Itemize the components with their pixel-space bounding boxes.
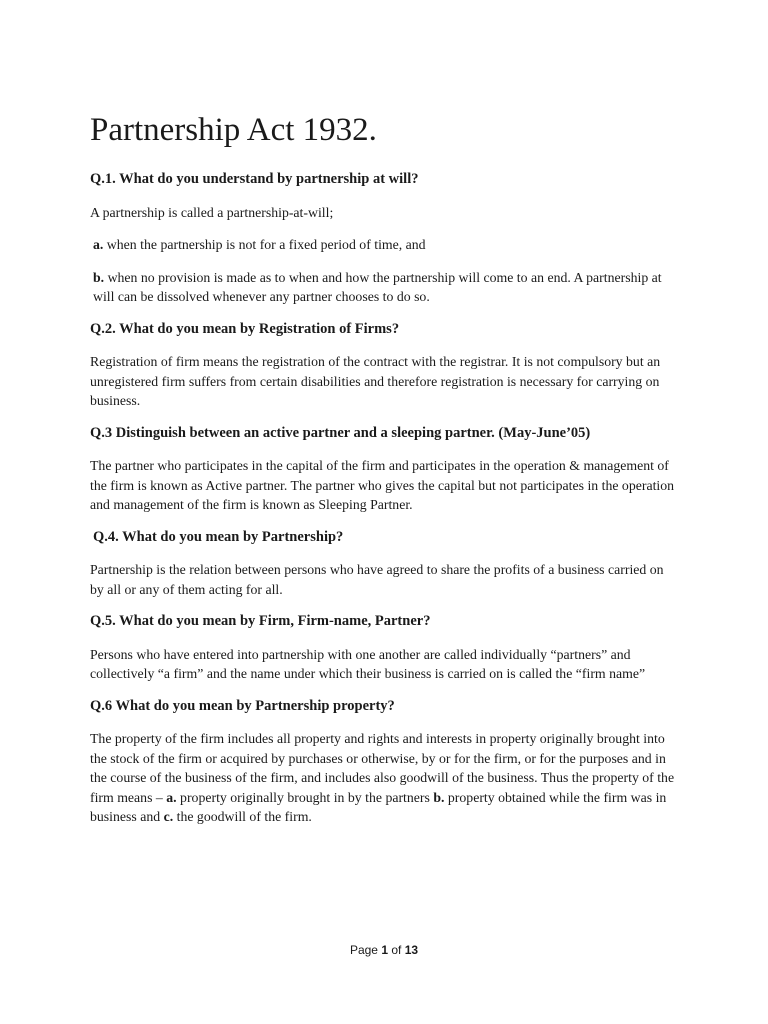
page-current: 1 [381,943,388,957]
question-1: Q.1. What do you understand by partnership at will? [90,171,419,187]
prop-a-label: a. [166,789,177,805]
point-b-label: b. [93,269,105,285]
answer-3: The partner who participates in the capital of the firm and participates in the operation & management of the firm is known as Active partner. The partner who gives the capital but not participates in the operation and management of the firm is known as Sleeping Partner. [90,458,675,512]
answer-4: Partnership is the relation between persons who have agreed to share the profits of a business carried on by all or any of them acting for all. [90,562,664,597]
point-a-label: a. [93,237,104,252]
point-a-text: when the partnership is not for a fixed period of time, and [103,237,426,252]
answer-6-text: The property of the firm includes all property and rights and interests in property originally brought into the stock of the firm or acquired by purchases or otherwise, by or for the firm, or for the purposes and in the course of the business of the firm, and includes also goodwill of the business. Thus the property of the firm means – [90,731,675,805]
prop-b-text: property obtained while the firm was in business and [90,789,667,824]
answer-1-point-b [90,268,680,307]
prop-c-label: c. [163,809,174,824]
answer-1-intro: A partnership is called a partnership-at-will; [90,204,334,220]
page-word: Page [349,943,382,957]
answer-6 [90,729,680,827]
question-5: Q.5. What do you mean by Firm, Firm-name, Partner? [90,613,431,629]
answer-5: Persons who have entered into partnership with one another are called individually “partners” and collectively “a firm” and the name under which their business is carried on is called the “firm name” [90,646,646,681]
point-b-text: when no provision is made as to when and how the partnership will come to an end. A partnership at will can be dissolved whenever any partner chooses to do so. [93,269,662,304]
question-6: Q.6 What do you mean by Partnership property? [90,697,395,714]
page-total: 13 [404,943,419,957]
page-title: Partnership Act 1932. [90,112,377,148]
prop-a-text: property originally brought in by the partners [176,789,434,805]
prop-b-label: b. [433,789,445,805]
question-4: Q.4. What do you mean by Partnership? [93,528,344,545]
answer-1-point-a [90,235,680,255]
question-2: Q.2. What do you mean by Registration of Firms? [90,320,400,337]
prop-c-text: the goodwill of the firm. [173,809,312,824]
answer-2: Registration of firm means the registration of the contract with the registrar. It is not compulsory but an unregistered firm suffers from certain disabilities and therefore registration is necessary for carrying on business. [90,354,661,408]
document-page [90,108,680,840]
page-footer [0,943,768,957]
of-word: of [388,943,405,957]
question-3: Q.3 Distinguish between an active partner and a sleeping partner. (May-June’05) [90,424,591,441]
